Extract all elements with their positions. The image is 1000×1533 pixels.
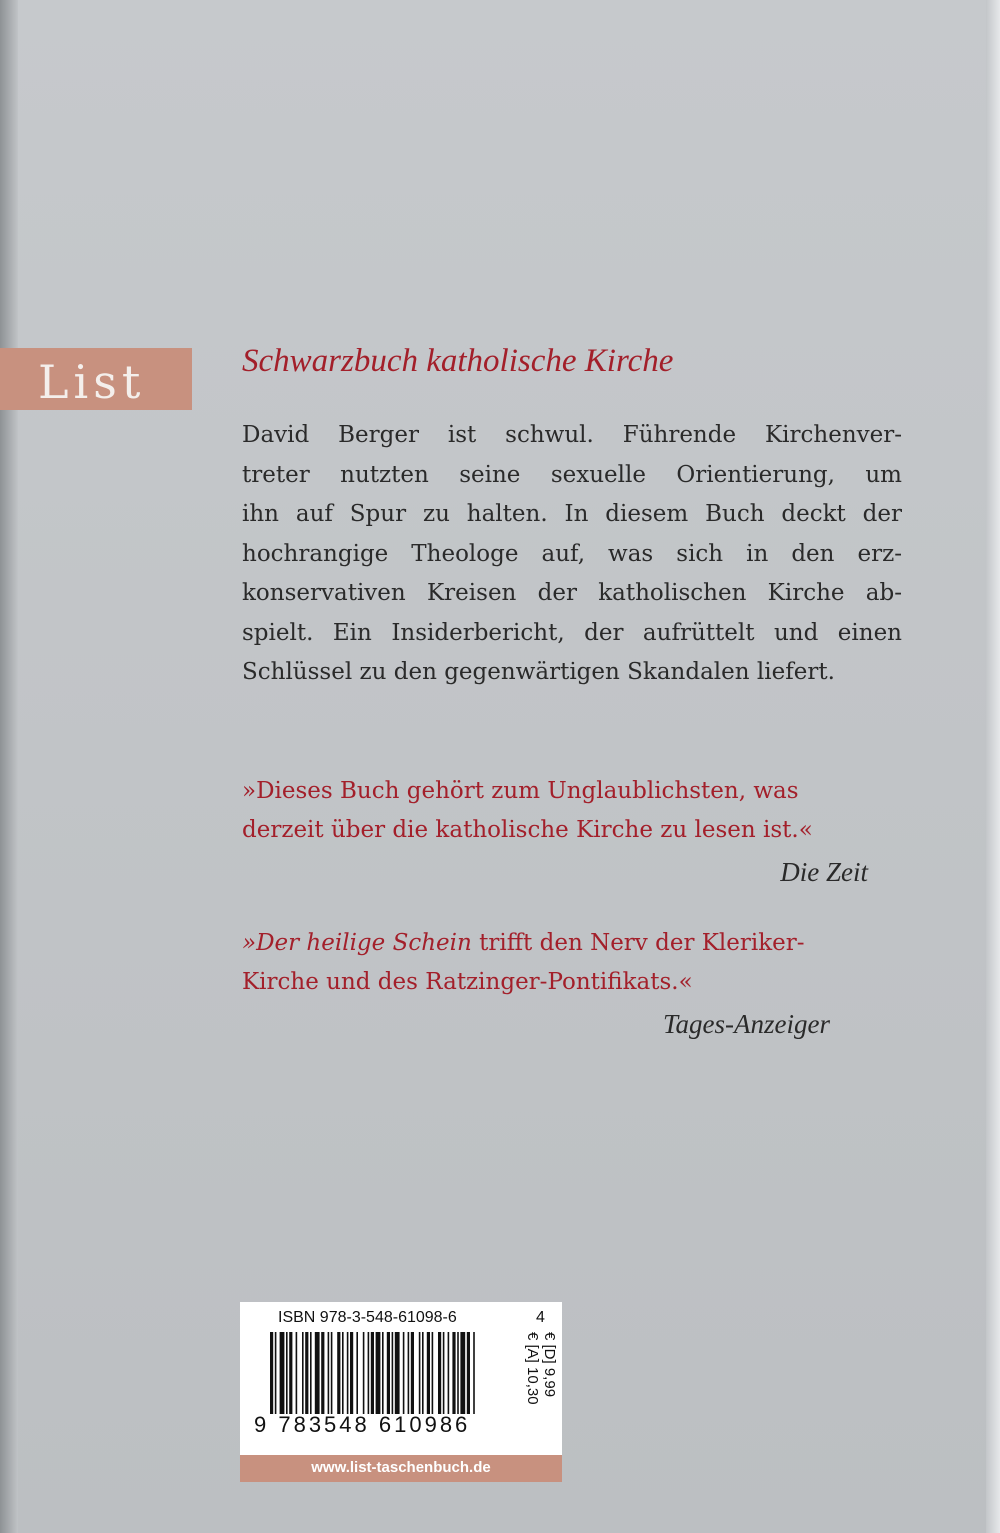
quote-line: derzeit über die katholische Kirche zu lesen ist.«	[242, 817, 813, 843]
review-quote-2	[242, 924, 922, 1002]
review-quote-1	[242, 772, 922, 850]
quote-source-2: Tages-Anzeiger	[663, 1009, 830, 1039]
blurb-text	[242, 416, 902, 693]
website-bar	[240, 1455, 562, 1482]
publisher-logo: List	[38, 355, 146, 409]
quote-line: Kirche und des Ratzinger-Pontifikats.«	[242, 969, 693, 995]
quote-source-1: Die Zeit	[780, 857, 868, 887]
quoted-book-title: »Der heilige Schein	[242, 930, 472, 956]
blurb-line: David Berger ist schwul. Führende Kirchenver-	[242, 422, 902, 448]
blurb-line: ihn auf Spur zu halten. In diesem Buch deckt der	[242, 501, 902, 527]
blurb-line: spielt. Ein Insiderbericht, der aufrüttelt und einen	[242, 619, 902, 646]
barcode-number: 9 783548 610986	[254, 1412, 471, 1437]
blurb-line: konservativen Kreisen der katholischen Kirche ab-	[242, 580, 902, 606]
blurb-line: Schlüssel zu den gegenwärtigen Skandalen liefert.	[242, 659, 835, 685]
cover-left-edge	[0, 0, 18, 1533]
blurb-line: hochrangige Theologe auf, was sich in den erz-	[242, 540, 902, 567]
price-germany: € [D] 9,99	[541, 1332, 558, 1398]
isbn-text: ISBN 978-3-548-61098-6	[278, 1309, 457, 1326]
quote-line	[242, 924, 922, 963]
barcode-bars	[270, 1332, 532, 1414]
price-austria: € [A] 10,30	[524, 1332, 541, 1405]
blurb-line: treter nutzten seine sexuelle Orientierung, um	[242, 461, 902, 488]
barcode-label	[240, 1302, 562, 1482]
quote-line-rest: trifft den Nerv der Kleriker-	[471, 930, 805, 956]
isbn-suffix: 4	[536, 1309, 545, 1326]
quote-line: »Dieses Buch gehört zum Unglaublichsten, was	[242, 778, 799, 804]
website-url: www.list-taschenbuch.de	[311, 1459, 491, 1476]
book-subtitle: Schwarzbuch katholische Kirche	[242, 343, 674, 379]
cover-right-edge	[986, 0, 1000, 1533]
